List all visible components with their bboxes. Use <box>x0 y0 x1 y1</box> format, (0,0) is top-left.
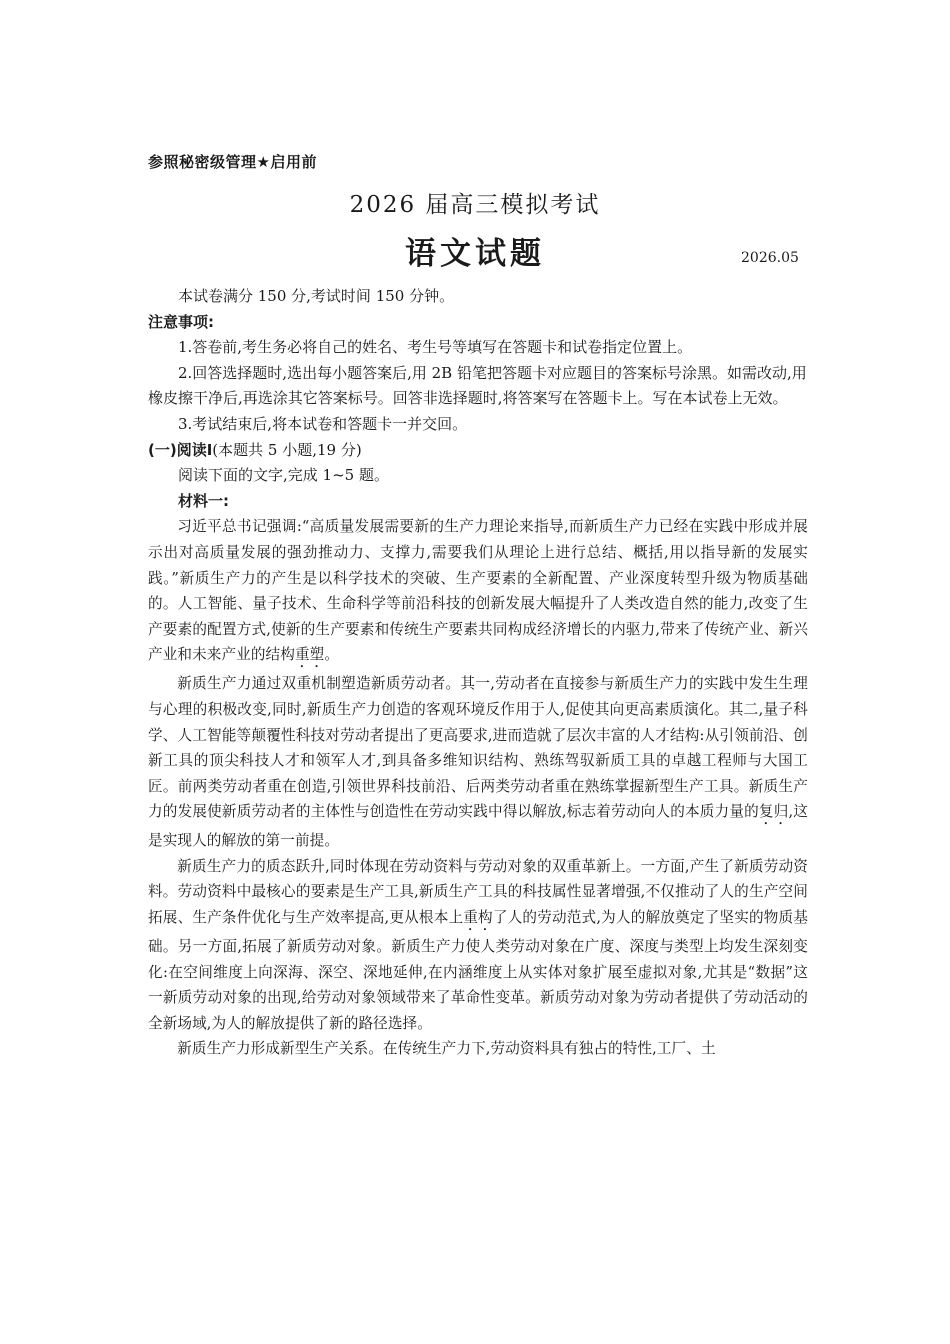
passage-paragraph-4: 新质生产力形成新型生产关系。在传统生产力下,劳动资料具有独占的特性,工厂、土 <box>177 1040 716 1058</box>
score-time-line: 本试卷满分 150 分,考试时间 150 分钟。 <box>178 287 455 305</box>
confidentiality-label: 参照秘密级管理★启用前 <box>148 153 317 171</box>
emphasized-word: 重构 <box>463 909 493 927</box>
passage-paragraph-3 <box>148 854 808 1037</box>
reading-passage <box>148 514 808 1062</box>
notice-item-1: 1.答卷前,考生务必将自己的姓名、考生号等填写在答题卡和试卷指定位置上。 <box>178 338 693 357</box>
section-note: (本题共 5 小题,19 分) <box>212 440 362 459</box>
exam-body <box>148 284 808 1062</box>
passage-paragraph-2 <box>148 671 808 854</box>
paragraph-text: ,这是实现人的解放的第一前提。 <box>148 803 809 850</box>
exam-date: 2026.05 <box>741 250 799 266</box>
notice-item-2: 2.回答选择题时,选出每小题答案后,用 2B 铅笔把答题卡对应题目的答案标号涂黑。如需改动,用橡皮擦干净后,再选涂其它答案标号。回答非选择题时,将答案写在答题卡上。写在本试卷上无效。 <box>148 363 807 408</box>
paragraph-text: 了人的劳动范式,为人的解放奠定了坚实的物质基础。另一方面,拓展了新质劳动对象。新质生产力使人类劳动对象在广度、深度与类型上均发生深刻变化:在空间维度上向深海、深空、深地延伸,在内涵维度上从实体对象扩展至虚拟对象,尤其是“数据”这一新质劳动对象的出现,给劳动对象领域带来了革命性变革。新质劳动对象为劳动者提供了劳动活动的全新场域,为人的解放提供了新的路径选择。 <box>148 909 809 1032</box>
paragraph-text: 新质生产力的质态跃升,同时体现在劳动资料与劳动对象的双重革新上。一方面,产生了新质劳动资料。劳动资料中最核心的要素是生产工具,新质生产工具的科技属性显著增强,不仅推动了人的生产空间拓展、生产条件优化与生产效率提高,更从根本上 <box>148 857 808 927</box>
exam-title: 2026 届高三模拟考试 <box>349 192 601 218</box>
section-title: (一)阅读Ⅰ <box>148 440 213 459</box>
notice-item-3: 3.考试结束后,将本试卷和答题卡一并交回。 <box>178 414 468 433</box>
emphasized-word: 复归 <box>758 803 789 821</box>
subject-title: 语文试题 <box>405 236 545 272</box>
notice-heading: 注意事项: <box>148 312 214 331</box>
paragraph-text: 习近平总书记强调:“高质量发展需要新的生产力理论来指导,而新质生产力已经在实践中形成并展示出对高质量发展的强劲推动力、支撑力,需要我们从理论上进行总结、概括,用以指导新的发展实践。”新质生产力的产生是以科学技术的突破、生产要素的全新配置、产业深度转型升级为物质基础的。人工智能、量子技术、生命科学等前沿科技的创新发展大幅提升了人类改造自然的能力,改变了生产要素的配置方式,使新的生产要素和传统生产要素共同构成经济增长的内驱力,带来了传统产业、新兴产业和未来产业的结构 <box>148 518 808 664</box>
paragraph-text: 新质生产力通过双重机制塑造新质劳动者。其一,劳动者在直接参与新质生产力的实践中发生生理与心理的积极改变,同时,新质生产力创造的客观环境反作用于人,促使其向更高素质演化。其二,量子科学、人工智能等颠覆性科技对劳动者提出了更高要求,进而造就了层次丰富的人才结构:从引领前沿、创新工具的顶尖科技人才和领军人才,到具备多维知识结构、熟练驾驭新质工具的卓越工程师与大国工匠。前两类劳动者重在创造,引领世界科技前沿、后两类劳动者重在熟练掌握新型生产工具。新质生产力的发展使新质劳动者的主体性与创造性在劳动实践中得以解放,标志着劳动向人的本质力量的 <box>148 675 808 821</box>
reading-instruction: 阅读下面的文字,完成 1~5 题。 <box>178 466 389 485</box>
section-heading <box>148 438 808 464</box>
emphasized-word: 重塑 <box>294 646 325 664</box>
passage-paragraph-1 <box>148 514 808 671</box>
material-label: 材料一: <box>178 491 229 510</box>
paragraph-text: 。 <box>324 646 340 664</box>
